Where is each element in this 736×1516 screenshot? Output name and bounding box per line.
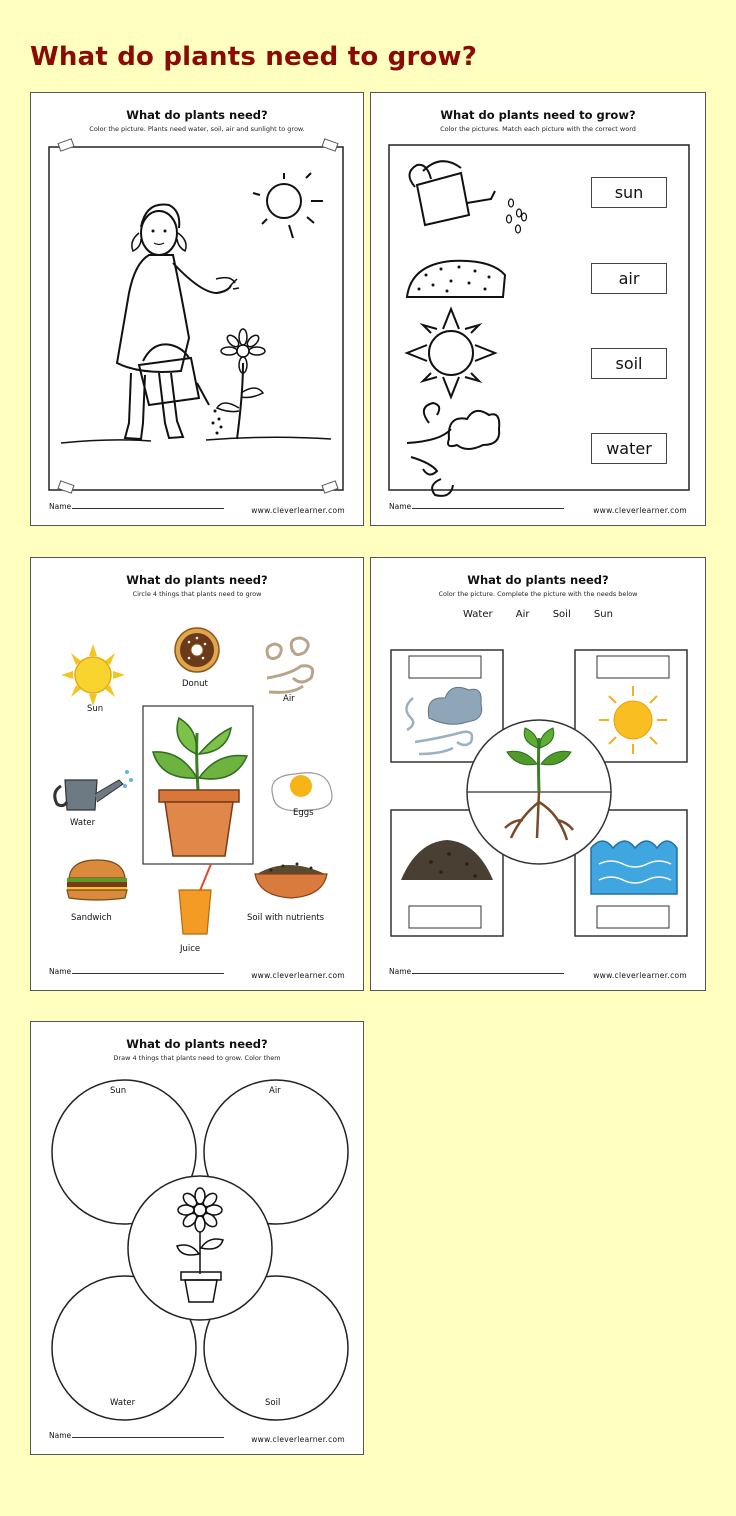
- circle-items-illustration: [31, 558, 364, 991]
- worksheet-match-words[interactable]: [370, 92, 706, 526]
- item-label-water: Water: [70, 818, 96, 828]
- worksheet-color-girl[interactable]: [30, 92, 364, 526]
- draw-circles-diagram: [31, 1022, 364, 1455]
- worksheet-title: What do plants need?: [467, 573, 609, 587]
- circle-label-sun: Sun: [110, 1086, 127, 1096]
- site-url: www.cleverlearner.com: [593, 971, 687, 980]
- circle-label-water: Water: [110, 1398, 136, 1408]
- need-word: Air: [515, 609, 530, 620]
- need-word: Sun: [593, 609, 613, 620]
- need-word: Water: [463, 609, 493, 620]
- name-label: Name: [389, 502, 412, 511]
- item-label-soil: Soil with nutrients: [247, 913, 325, 923]
- item-label-donut: Donut: [182, 679, 208, 689]
- name-label: Name: [389, 967, 412, 976]
- item-label-eggs: Eggs: [293, 808, 314, 818]
- site-url: www.cleverlearner.com: [251, 1435, 345, 1444]
- plant-needs-diagram: [371, 558, 706, 991]
- name-label: Name: [49, 967, 72, 976]
- site-url: www.cleverlearner.com: [251, 971, 345, 980]
- name-label: Name: [49, 502, 72, 511]
- match-word-box[interactable]: air: [591, 263, 667, 294]
- worksheet-instruction: Color the pictures. Match each picture with the correct word: [440, 125, 636, 133]
- name-line[interactable]: [412, 508, 564, 509]
- site-url: www.cleverlearner.com: [251, 506, 345, 515]
- sandwich-icon: [67, 860, 127, 900]
- item-label-sun: Sun: [87, 704, 104, 714]
- watering-can-icon: [55, 770, 133, 810]
- match-word-box[interactable]: soil: [591, 348, 667, 379]
- name-line[interactable]: [72, 973, 224, 974]
- circle-label-soil: Soil: [265, 1398, 281, 1408]
- name-line[interactable]: [72, 508, 224, 509]
- worksheet-title: What do plants need to grow?: [440, 108, 636, 122]
- match-word-box[interactable]: sun: [591, 177, 667, 208]
- fried-egg-icon: [272, 773, 332, 811]
- air-icon: [267, 638, 313, 692]
- worksheet-instruction: Draw 4 things that plants need to grow. Color them: [113, 1054, 281, 1062]
- girl-watering-plant-illustration: [31, 93, 364, 526]
- worksheet-title: What do plants need?: [126, 108, 268, 122]
- item-label-juice: Juice: [180, 944, 201, 954]
- worksheet-title: What do plants need?: [126, 1037, 268, 1051]
- worksheet-title: What do plants need?: [126, 573, 268, 587]
- item-label-air: Air: [283, 694, 295, 704]
- match-word-box[interactable]: water: [591, 433, 667, 464]
- worksheet-instruction: Color the picture. Complete the picture with the needs below: [438, 590, 638, 598]
- item-label-sandwich: Sandwich: [71, 913, 112, 923]
- circle-label-air: Air: [269, 1086, 281, 1096]
- juice-glass-icon: [179, 864, 211, 934]
- name-label: Name: [49, 1431, 72, 1440]
- worksheet-instruction: Circle 4 things that plants need to grow: [132, 590, 262, 598]
- worksheet-complete-picture[interactable]: [370, 557, 706, 991]
- donut-icon: [175, 628, 219, 672]
- page-title: What do plants need to grow?: [30, 42, 478, 72]
- worksheet-instruction: Color the picture. Plants need water, soil, air and sunlight to grow.: [89, 125, 305, 133]
- name-line[interactable]: [72, 1437, 224, 1438]
- site-url: www.cleverlearner.com: [593, 506, 687, 515]
- sun-icon: [61, 644, 125, 706]
- worksheet-circle-things[interactable]: [30, 557, 364, 991]
- need-word: Soil: [552, 609, 571, 620]
- soil-bowl-icon: [255, 863, 327, 899]
- worksheet-draw-needs[interactable]: [30, 1021, 364, 1455]
- name-line[interactable]: [412, 973, 564, 974]
